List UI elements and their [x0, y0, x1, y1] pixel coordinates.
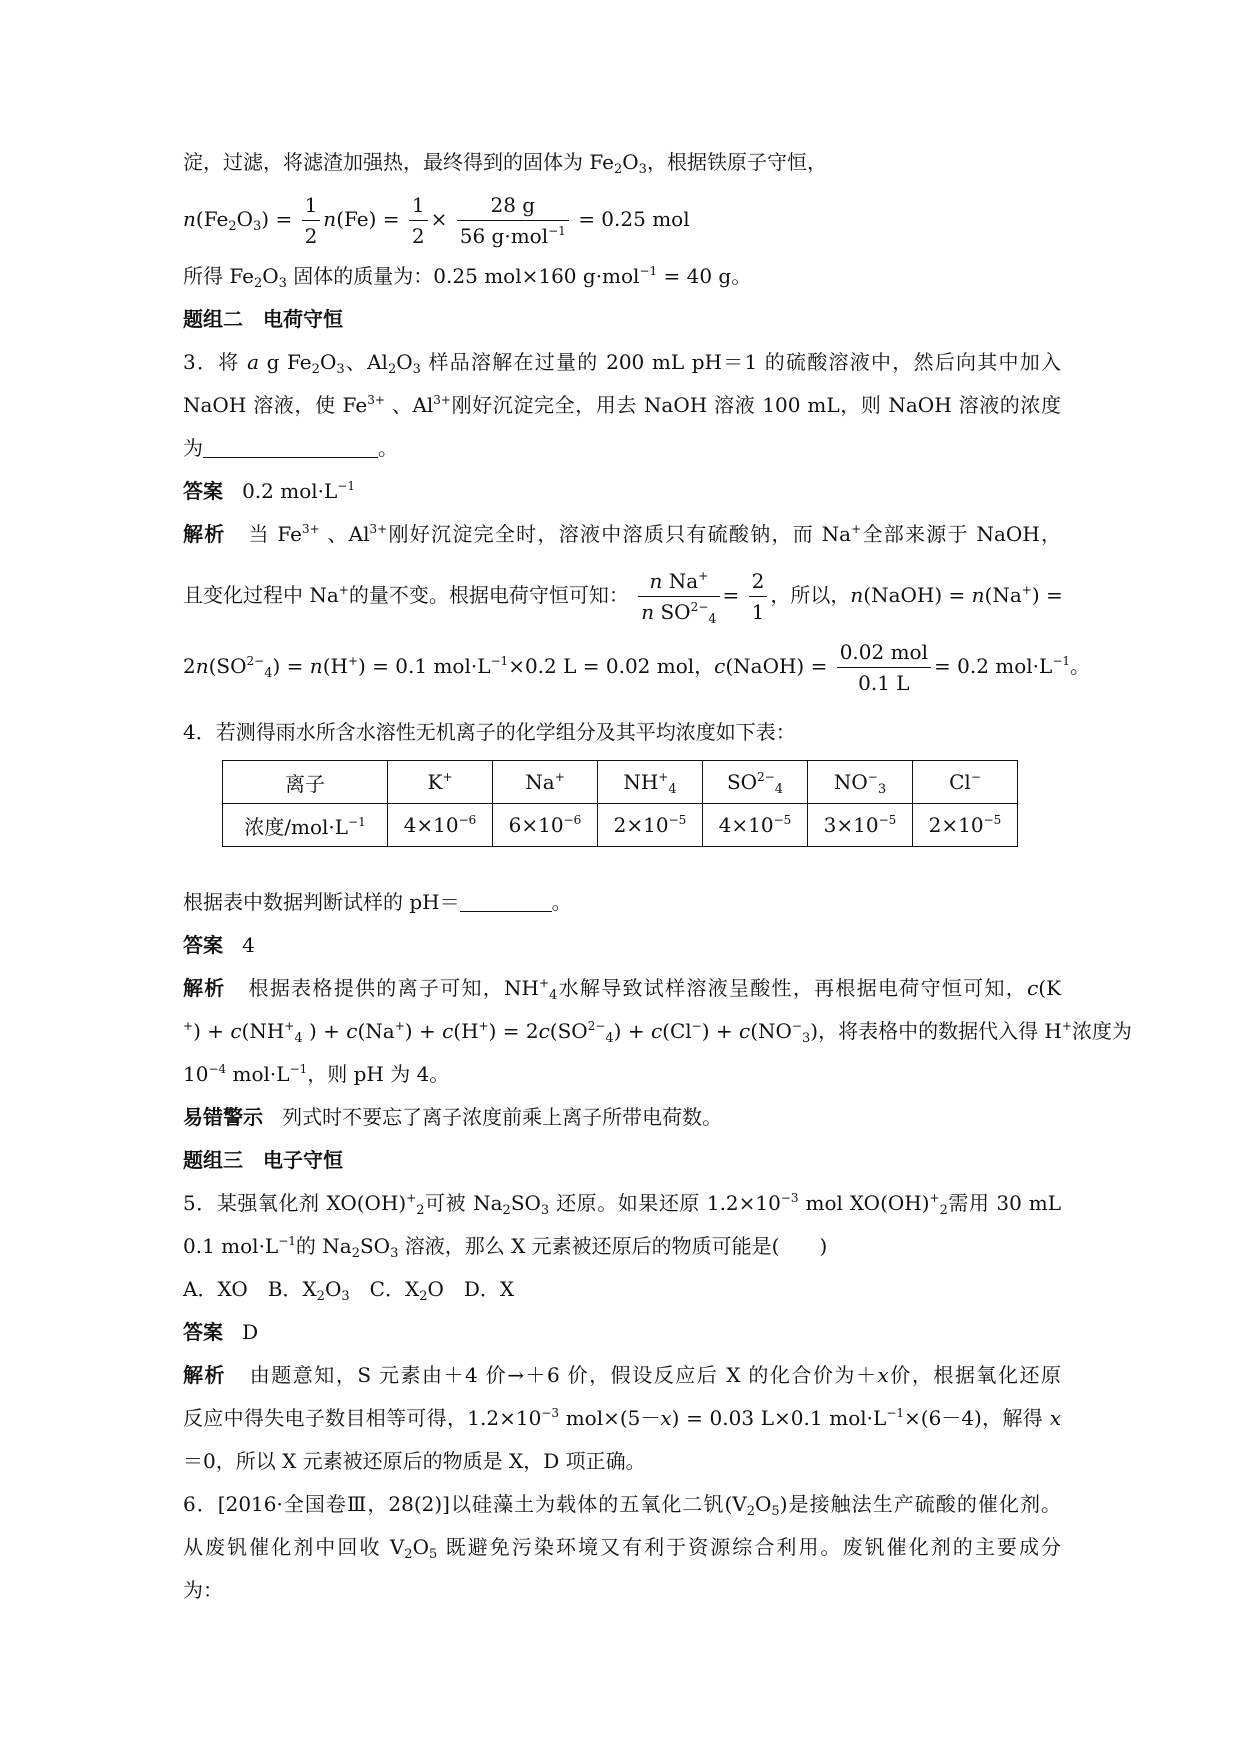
table-header-cell: Cl− [913, 761, 1018, 804]
question-text: 为 。 [183, 436, 398, 460]
table-header-cell: Na+ [493, 761, 598, 804]
question-text: 根据表中数据判断试样的 pH＝ 。 [183, 890, 572, 914]
text-line: 所得 $Fe_2O_3$ 固体的质量为：0.25 mol×160 g·mol$^{-1}$ = 40 g。 [183, 264, 752, 291]
table-cell: $4\times 10^{-5}$ [703, 804, 808, 847]
explanation-text: 解析 根据表格提供的离子可知，$NH^+_4$水解导致试样溶液呈酸性，再根据电荷守恒可知，c(K [183, 976, 1062, 1003]
table-row [223, 761, 1018, 804]
question-text: 5．某强氧化剂 $XO(OH)^+_2$可被 $Na_2SO_3$ 还原。如果还原 $1.2\times 10^{-3}$ mol $XO(OH)^+_2$需用 30 mL [183, 1191, 1062, 1218]
question-text: 6．[2016·全国卷Ⅲ，28(2)]以硅藻土为载体的五氧化二钒$(V_2O_5)$是接触法生产硫酸的催化剂。 [183, 1492, 1061, 1519]
explanation-text: 反应中得失电子数目相等可得，$1.2\times 10^{-3}$ mol×(5－x) = 0.03 L×0.1 $mol\cdot L^{-1}\times(6-4)$，解得 x [183, 1406, 1062, 1430]
explanation-text: 且变化过程中 Na+的量不变。根据电荷守恒可知： $\frac{n Na^+}{n SO^{2-}_4}$ = $\frac{2}{1}$ ，所以，n(NaOH) = n(Na+) = [183, 569, 1063, 627]
answer-line: 答案 4 [183, 933, 255, 957]
fraction: $\frac{\text{0.02 mol}}{0.1 L}$ [837, 639, 931, 696]
table-cell: $4\times 10^{-6}$ [388, 804, 493, 847]
explanation-text: $2n(SO^{2-}_4) = n(H^+) = 0.1$ $mol\cdot L^{-1}\times 0.2$ L = 0.02 mol，c(NaOH) = $\frac{\text{0.02 mol}}{0.1 L}$ = 0.2 $mol\cdot L^{-1}$。 [183, 640, 1091, 695]
explanation-text: $10^{-4}$ $mol\cdot L^{-1}$，则 pH 为 4。 [183, 1062, 450, 1086]
explanation-text: 解析 当 $Fe^{3+}$ 、$Al^{3+}$刚好沉淀完全时，溶液中溶质只有硫酸钠，而 Na+全部来源于 NaOH， [183, 522, 1062, 546]
question-text: 3．将 a g $Fe_2O_3$、$Al_2O_3$ 样品溶解在过量的 200 mL pH＝1 的硫酸溶液中，然后向其中加入 [183, 350, 1062, 377]
explanation-text: $^+) + c(NH^+_4$ ) + $c(Na^+) + c(H^+) = 2c(SO^{2-}_4) + c(Cl^-) + c(NO^-_3)$，将表格中的数据代入得 H+浓度为 [183, 1019, 1132, 1046]
section-heading: 题组三 电子守恒 [183, 1148, 343, 1172]
answer-line: 答案 0.2 $mol\cdot L^{-1}$ [183, 479, 355, 503]
fraction: $\frac{1}{2}$ [302, 192, 321, 249]
answer-options: A．XO B．$X_2O_3$ C．$X_2O$ D．X [183, 1277, 515, 1304]
table-cell: $2\times 10^{-5}$ [598, 804, 703, 847]
table-header-cell: $SO^{2-}_4$ [703, 761, 808, 804]
table-header-cell: $NH^+_4$ [598, 761, 703, 804]
question-text: NaOH 溶液，使 $Fe^{3+}$ 、$Al^{3+}$刚好沉淀完全，用去 NaOH 溶液 100 mL，则 NaOH 溶液的浓度 [183, 393, 1061, 417]
question-text: 从废钒催化剂中回收 $V_2O_5$ 既避免污染环境又有利于资源综合利用。废钒催化剂的主要成分 [183, 1535, 1061, 1562]
section-heading: 题组二 电荷守恒 [183, 307, 343, 331]
answer-line: 答案 D [183, 1320, 259, 1344]
fraction: $\frac{n Na^+}{n SO^{2-}_4}$ [638, 568, 719, 625]
table-cell: $3\times 10^{-5}$ [808, 804, 913, 847]
table-header-cell: 离子 [223, 761, 388, 804]
question-text: 0.1 $mol\cdot L^{-1}$的 $Na_2SO_3$ 溶液，那么 X 元素被还原后的物质可能是( ) [183, 1234, 828, 1261]
fraction: $\frac{28 g}{56 g\cdot mol^{-1}}$ [457, 192, 569, 249]
explanation-text: ＝0，所以 X 元素被还原后的物质是 X，D 项正确。 [183, 1449, 646, 1473]
fraction: $\frac{1}{2}$ [409, 192, 428, 249]
answer-blank [203, 437, 378, 458]
table-row [223, 804, 1018, 847]
table-header-cell: $NO^-_3$ [808, 761, 913, 804]
equation-line: $n(Fe_2O_3)$ = $\frac{1}{2}$ n(Fe) = $\frac{1}{2}$ × $\frac{28 g}{56 g\cdot mol^{-1}}$ = 0.25 mol [183, 193, 690, 248]
warning-note: 易错警示 列式时不要忘了离子浓度前乘上离子所带电荷数。 [183, 1105, 723, 1129]
table-cell: 浓度$/mol\cdot L^{-1}$ [223, 804, 388, 847]
answer-blank [460, 891, 552, 912]
table-cell: $6\times 10^{-6}$ [493, 804, 598, 847]
table-cell: $2\times 10^{-5}$ [913, 804, 1018, 847]
text-line: 淀，过滤，将滤渣加强热，最终得到的固体为 $Fe_2O_3$，根据铁原子守恒， [183, 150, 827, 177]
question-text: 为： [183, 1578, 223, 1602]
question-text: 4．若测得雨水所含水溶性无机离子的化学组分及其平均浓度如下表： [183, 720, 796, 744]
table-header-cell: K+ [388, 761, 493, 804]
ion-concentration-table [222, 760, 1018, 847]
fraction: $\frac{2}{1}$ [749, 568, 768, 625]
explanation-text: 解析 由题意知，S 元素由＋4 价→＋6 价，假设反应后 X 的化合价为＋x价，根据氧化还原 [183, 1363, 1062, 1387]
